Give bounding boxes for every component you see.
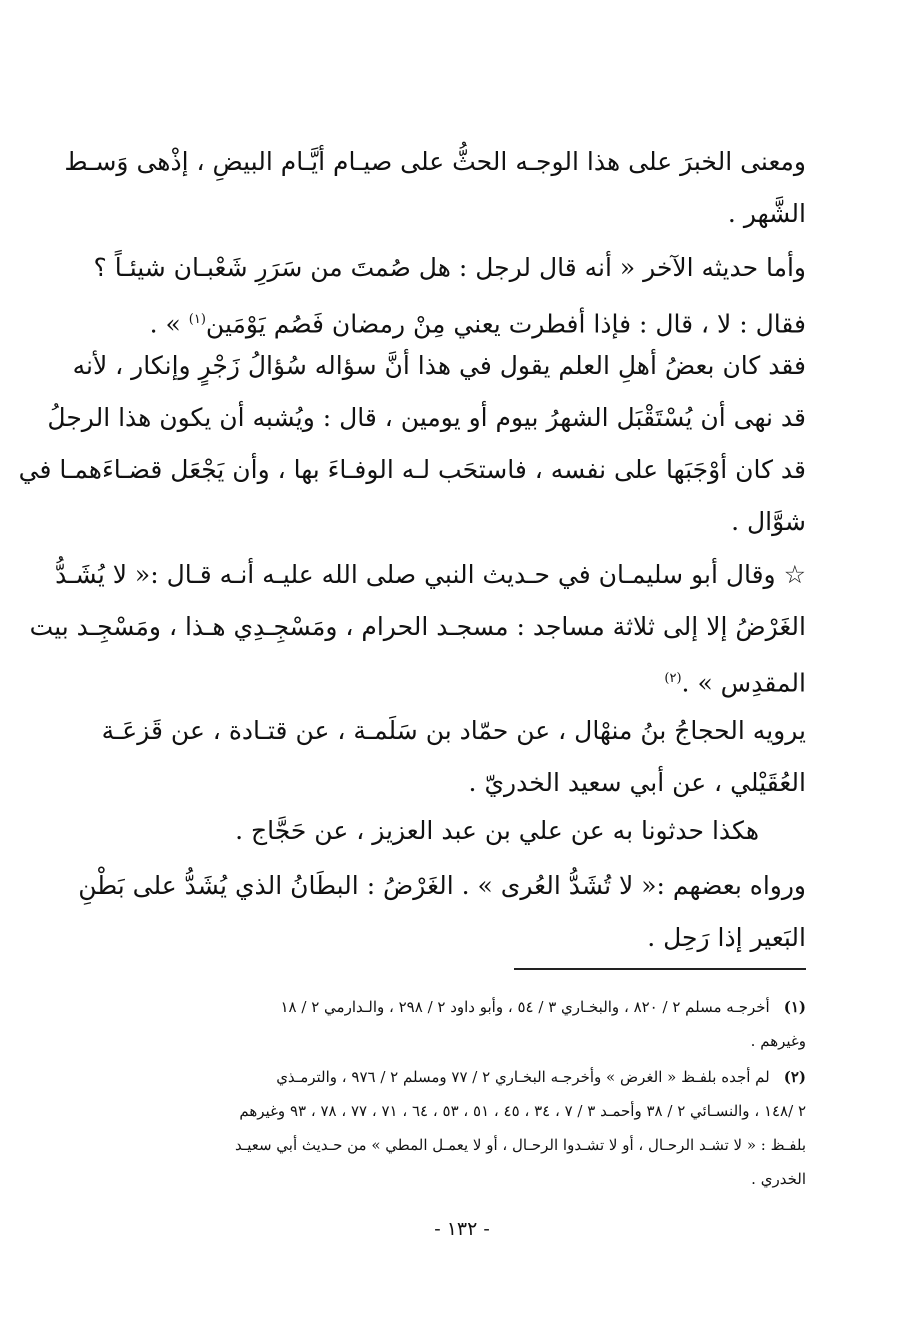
text-line: الشَّهر . [727, 199, 806, 228]
footnote-1 [116, 990, 806, 1058]
paragraph-3 [18, 340, 806, 548]
page-number: - ١٣٢ - [434, 1218, 490, 1240]
text-line: قد نهى أن يُسْتَقْبَل الشهرُ بيوم أو يومين ، قال : ويُشبه أن يكون هذا الرجلُ [47, 403, 806, 432]
footnote-line: وغيرهم . [750, 1032, 806, 1050]
footnote-separator [514, 968, 806, 970]
paragraph-6: هكذا حدثونا به عن علي بن عبد العزيز ، عن حَجَّاج . [235, 816, 759, 845]
paragraph-7 [78, 860, 806, 964]
text-line: الغَرْضُ إلا إلى ثلاثة مساجد : مسجـد الحرام ، ومَسْجِـدِي هـذا ، ومَسْجِـد بيت [29, 612, 806, 641]
footnote-line: ٢ /١٤٨ ، والنسـائي ٢ / ٣٨ وأحمـد ٣ / ٧ ، ٣٤ ، ٤٥ ، ٥١ ، ٥٣ ، ٦٤ ، ٧١ ، ٧٧ ، ٧٨ ، ٩٣ وغيرهم [239, 1102, 806, 1120]
paragraph-5 [101, 705, 806, 809]
paragraph-4 [29, 549, 806, 709]
footnote-line [116, 990, 806, 1024]
text-line: شوَّال . [731, 507, 806, 536]
text-segment: المقدِس » . [681, 668, 806, 698]
paragraph-1 [64, 136, 806, 240]
text-segment: فقال : لا ، قال : فإذا أفطرت يعني مِنْ رمضان فَصُم يَوْمَين [205, 309, 806, 339]
text-line: يرويه الحجاجُ بنُ منهْال ، عن حمّاد بن سَلَمـة ، عن قتـادة ، عن قَزعَـة [101, 716, 806, 745]
footnote-text: أخرجـه مسلم ٢ / ٨٢٠ ، والبخـاري ٣ / ٥٤ ، وأبو داود ٢ / ٢٩٨ ، والـدارمي ٢ / ١٨ [280, 998, 770, 1016]
text-line: ☆ وقال أبو سليمـان في حـديث النبي صلى الله عليـه أنـه قـال :« لا يُشَـدُّ [55, 560, 806, 589]
footnote-line: الخدري . [751, 1170, 806, 1188]
footnote-number: (١) [783, 998, 806, 1016]
text-line: ورواه بعضهم :« لا تُشَدُّ العُرى » . الغَرْضُ : البطَانُ الذي يُشَدُّ على بَطْنِ [78, 871, 806, 900]
footnote-ref-2[interactable]: (٢) [664, 671, 682, 686]
text-line: وأما حديثه الآخر « أنه قال لرجل : هل صُمتَ من سَرَرِ شَعْبـان شيئـاً ؟ [93, 253, 806, 282]
text-line: ومعنى الخبرَ على هذا الوجـه الحثُّ على صيـام أيَّـام البيضِ ، إذْهى وَسـط [64, 147, 806, 176]
footnote-line [116, 1060, 806, 1094]
text-line: فقد كان بعضُ أهلِ العلم يقول في هذا أنَّ سؤاله سُؤالُ زَجْرٍ وإنكار ، لأنه [72, 351, 806, 380]
text-segment: » . [149, 309, 189, 339]
text-line: العُقَيْلي ، عن أبي سعيد الخدريّ . [468, 768, 806, 797]
footnote-2 [116, 1060, 806, 1196]
paragraph-2 [93, 242, 806, 350]
text-line-with-footnote [116, 653, 806, 709]
footnote-ref-1[interactable]: (١) [188, 312, 206, 327]
footnote-number: (٢) [783, 1068, 806, 1086]
footnote-text: لم أجده بلفـظ « الغرض » وأخرجـه البخـاري ٢ / ٧٧ ومسلم ٢ / ٩٧٦ ، والترمـذي [276, 1068, 770, 1086]
text-line: قد كان أوْجَبَها على نفسه ، فاستحَب لـه الوفـاءَ بها ، وأن يَجْعَل قضـاءَهمـا في [18, 455, 806, 484]
text-line: البَعير إذا رَحِل . [647, 923, 806, 952]
footnote-line: بلفـظ : « لا تشـد الرحـال ، أو لا تشـدوا الرحـال ، أو لا يعمـل المطي » من حـديث أبي سعيـد [234, 1136, 806, 1154]
